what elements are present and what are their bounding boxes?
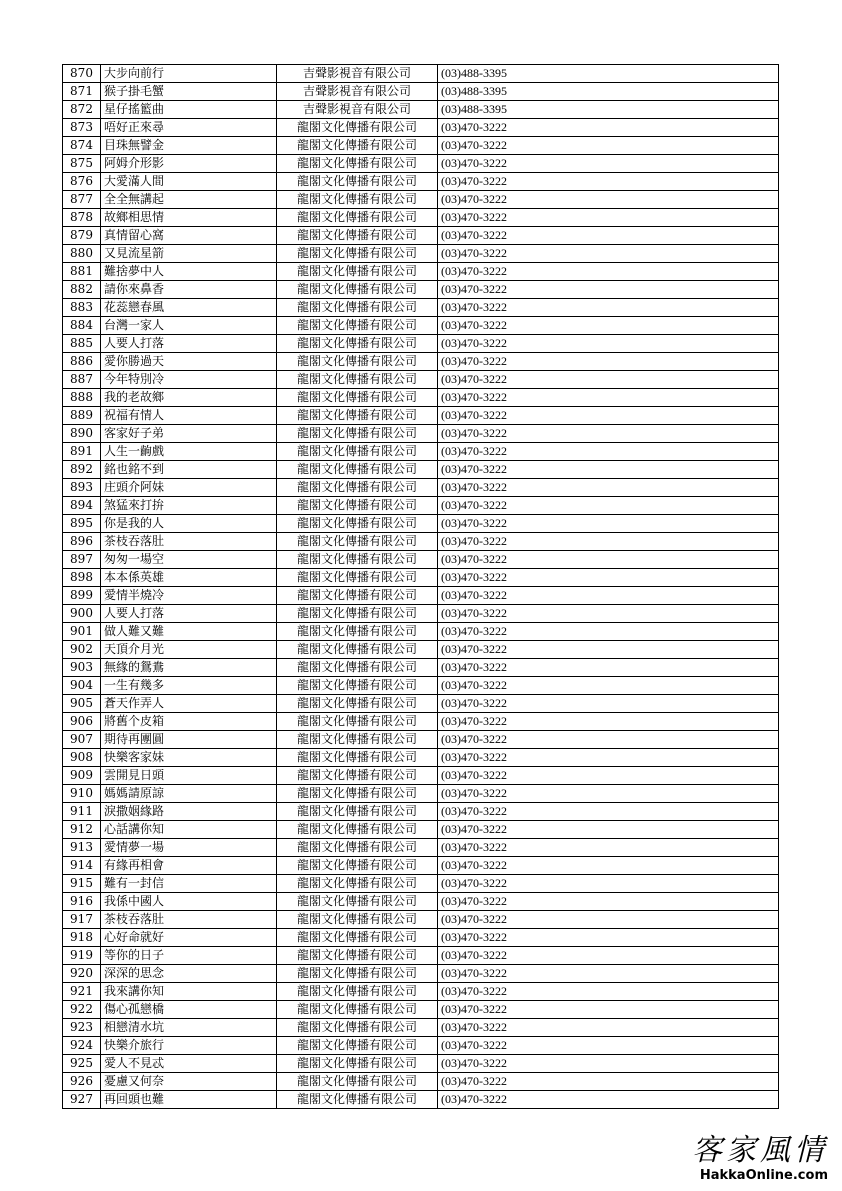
song-title: 難捨夢中人 (101, 263, 277, 281)
row-number: 893 (63, 479, 101, 497)
row-number: 885 (63, 335, 101, 353)
table-row (63, 191, 779, 209)
table-row (63, 299, 779, 317)
song-title: 相戀清水坑 (101, 1019, 277, 1037)
company-name: 龍閣文化傳播有限公司 (277, 173, 438, 191)
table-row (63, 515, 779, 533)
table-row (63, 767, 779, 785)
song-title: 今年特別冷 (101, 371, 277, 389)
song-title: 煞猛來打拚 (101, 497, 277, 515)
song-title: 你是我的人 (101, 515, 277, 533)
phone-number: (03)470-3222 (438, 875, 779, 893)
company-name: 龍閣文化傳播有限公司 (277, 641, 438, 659)
table-row (63, 1001, 779, 1019)
company-name: 龍閣文化傳播有限公司 (277, 857, 438, 875)
row-number: 924 (63, 1037, 101, 1055)
company-name: 龍閣文化傳播有限公司 (277, 1055, 438, 1073)
company-name: 吉聲影視音有限公司 (277, 65, 438, 83)
company-name: 龍閣文化傳播有限公司 (277, 119, 438, 137)
table-row (63, 101, 779, 119)
phone-number: (03)470-3222 (438, 443, 779, 461)
row-number: 905 (63, 695, 101, 713)
song-title: 等你的日子 (101, 947, 277, 965)
phone-number: (03)470-3222 (438, 317, 779, 335)
song-title: 我的老故鄉 (101, 389, 277, 407)
song-title: 快樂客家妹 (101, 749, 277, 767)
song-title: 星仔搖籃曲 (101, 101, 277, 119)
phone-number: (03)470-3222 (438, 641, 779, 659)
song-title: 人要人打落 (101, 605, 277, 623)
company-name: 龍閣文化傳播有限公司 (277, 1073, 438, 1091)
phone-number: (03)470-3222 (438, 803, 779, 821)
table-row (63, 1055, 779, 1073)
company-name: 龍閣文化傳播有限公司 (277, 785, 438, 803)
row-number: 923 (63, 1019, 101, 1037)
company-name: 龍閣文化傳播有限公司 (277, 803, 438, 821)
table-row (63, 281, 779, 299)
phone-number: (03)488-3395 (438, 65, 779, 83)
table-row (63, 443, 779, 461)
catalog-table-body (63, 65, 779, 1109)
phone-number: (03)488-3395 (438, 83, 779, 101)
hakka-logo-text: 客家風情 (692, 1133, 828, 1168)
phone-number: (03)470-3222 (438, 623, 779, 641)
row-number: 901 (63, 623, 101, 641)
row-number: 897 (63, 551, 101, 569)
row-number: 874 (63, 137, 101, 155)
row-number: 913 (63, 839, 101, 857)
phone-number: (03)470-3222 (438, 569, 779, 587)
company-name: 龍閣文化傳播有限公司 (277, 227, 438, 245)
table-row (63, 407, 779, 425)
song-title: 阿姆介形影 (101, 155, 277, 173)
phone-number: (03)470-3222 (438, 281, 779, 299)
table-row (63, 227, 779, 245)
company-name: 龍閣文化傳播有限公司 (277, 281, 438, 299)
song-title: 愛你勝過天 (101, 353, 277, 371)
song-title: 祝福有情人 (101, 407, 277, 425)
table-row (63, 857, 779, 875)
song-title: 天頂介月光 (101, 641, 277, 659)
company-name: 龍閣文化傳播有限公司 (277, 1001, 438, 1019)
phone-number: (03)470-3222 (438, 983, 779, 1001)
phone-number: (03)470-3222 (438, 389, 779, 407)
company-name: 龍閣文化傳播有限公司 (277, 191, 438, 209)
song-title: 台灣一家人 (101, 317, 277, 335)
phone-number: (03)470-3222 (438, 749, 779, 767)
phone-number: (03)470-3222 (438, 857, 779, 875)
song-title: 故鄉相思情 (101, 209, 277, 227)
row-number: 908 (63, 749, 101, 767)
phone-number: (03)470-3222 (438, 227, 779, 245)
song-title: 目珠無譬金 (101, 137, 277, 155)
song-title: 再回頭也難 (101, 1091, 277, 1109)
row-number: 914 (63, 857, 101, 875)
row-number: 888 (63, 389, 101, 407)
phone-number: (03)470-3222 (438, 515, 779, 533)
phone-number: (03)470-3222 (438, 371, 779, 389)
table-row (63, 461, 779, 479)
phone-number: (03)488-3395 (438, 101, 779, 119)
table-row (63, 479, 779, 497)
song-title: 真情留心窩 (101, 227, 277, 245)
row-number: 884 (63, 317, 101, 335)
phone-number: (03)470-3222 (438, 1037, 779, 1055)
table-row (63, 749, 779, 767)
table-row (63, 659, 779, 677)
table-row (63, 1019, 779, 1037)
company-name: 龍閣文化傳播有限公司 (277, 371, 438, 389)
company-name: 龍閣文化傳播有限公司 (277, 983, 438, 1001)
row-number: 883 (63, 299, 101, 317)
company-name: 龍閣文化傳播有限公司 (277, 893, 438, 911)
company-name: 龍閣文化傳播有限公司 (277, 461, 438, 479)
song-title: 深深的思念 (101, 965, 277, 983)
table-row (63, 641, 779, 659)
song-title: 雲開見日頭 (101, 767, 277, 785)
phone-number: (03)470-3222 (438, 263, 779, 281)
phone-number: (03)470-3222 (438, 731, 779, 749)
table-row (63, 65, 779, 83)
row-number: 894 (63, 497, 101, 515)
table-row (63, 623, 779, 641)
phone-number: (03)470-3222 (438, 587, 779, 605)
phone-number: (03)470-3222 (438, 155, 779, 173)
song-title: 心好命就好 (101, 929, 277, 947)
company-name: 龍閣文化傳播有限公司 (277, 821, 438, 839)
row-number: 895 (63, 515, 101, 533)
row-number: 902 (63, 641, 101, 659)
company-name: 龍閣文化傳播有限公司 (277, 947, 438, 965)
row-number: 927 (63, 1091, 101, 1109)
table-row (63, 1091, 779, 1109)
table-row (63, 1073, 779, 1091)
phone-number: (03)470-3222 (438, 1055, 779, 1073)
row-number: 915 (63, 875, 101, 893)
row-number: 919 (63, 947, 101, 965)
company-name: 龍閣文化傳播有限公司 (277, 335, 438, 353)
company-name: 龍閣文化傳播有限公司 (277, 551, 438, 569)
company-name: 龍閣文化傳播有限公司 (277, 515, 438, 533)
song-title: 我來講你知 (101, 983, 277, 1001)
row-number: 881 (63, 263, 101, 281)
row-number: 892 (63, 461, 101, 479)
phone-number: (03)470-3222 (438, 1019, 779, 1037)
company-name: 龍閣文化傳播有限公司 (277, 767, 438, 785)
song-title: 做人難又難 (101, 623, 277, 641)
company-name: 龍閣文化傳播有限公司 (277, 407, 438, 425)
table-row (63, 263, 779, 281)
footer-watermark (692, 1134, 828, 1183)
row-number: 921 (63, 983, 101, 1001)
phone-number: (03)470-3222 (438, 677, 779, 695)
company-name: 龍閣文化傳播有限公司 (277, 155, 438, 173)
company-name: 龍閣文化傳播有限公司 (277, 929, 438, 947)
row-number: 900 (63, 605, 101, 623)
row-number: 906 (63, 713, 101, 731)
phone-number: (03)470-3222 (438, 767, 779, 785)
song-title: 猴子掛毛蟹 (101, 83, 277, 101)
table-row (63, 605, 779, 623)
row-number: 886 (63, 353, 101, 371)
table-row (63, 695, 779, 713)
table-row (63, 1037, 779, 1055)
row-number: 907 (63, 731, 101, 749)
song-title: 全全無講起 (101, 191, 277, 209)
row-number: 909 (63, 767, 101, 785)
phone-number: (03)470-3222 (438, 821, 779, 839)
phone-number: (03)470-3222 (438, 299, 779, 317)
table-row (63, 155, 779, 173)
song-title: 期待再團圓 (101, 731, 277, 749)
company-name: 龍閣文化傳播有限公司 (277, 497, 438, 515)
company-name: 龍閣文化傳播有限公司 (277, 839, 438, 857)
song-title: 客家好子弟 (101, 425, 277, 443)
table-row (63, 335, 779, 353)
company-name: 龍閣文化傳播有限公司 (277, 659, 438, 677)
phone-number: (03)470-3222 (438, 335, 779, 353)
row-number: 887 (63, 371, 101, 389)
table-row (63, 965, 779, 983)
song-title: 有緣再相會 (101, 857, 277, 875)
site-url: HakkaOnline.com (699, 1168, 828, 1183)
table-row (63, 803, 779, 821)
phone-number: (03)470-3222 (438, 911, 779, 929)
company-name: 龍閣文化傳播有限公司 (277, 749, 438, 767)
song-title: 愛情半燒冷 (101, 587, 277, 605)
song-title: 快樂介旅行 (101, 1037, 277, 1055)
row-number: 922 (63, 1001, 101, 1019)
company-name: 龍閣文化傳播有限公司 (277, 731, 438, 749)
row-number: 889 (63, 407, 101, 425)
row-number: 870 (63, 65, 101, 83)
table-row (63, 209, 779, 227)
song-title: 花蕊戀春風 (101, 299, 277, 317)
catalog-table (62, 64, 779, 1109)
phone-number: (03)470-3222 (438, 533, 779, 551)
table-row (63, 911, 779, 929)
row-number: 920 (63, 965, 101, 983)
table-row (63, 821, 779, 839)
phone-number: (03)470-3222 (438, 353, 779, 371)
company-name: 龍閣文化傳播有限公司 (277, 695, 438, 713)
phone-number: (03)470-3222 (438, 551, 779, 569)
table-row (63, 875, 779, 893)
table-row (63, 929, 779, 947)
phone-number: (03)470-3222 (438, 605, 779, 623)
row-number: 911 (63, 803, 101, 821)
table-row (63, 839, 779, 857)
phone-number: (03)470-3222 (438, 1001, 779, 1019)
phone-number: (03)470-3222 (438, 785, 779, 803)
company-name: 吉聲影視音有限公司 (277, 101, 438, 119)
company-name: 龍閣文化傳播有限公司 (277, 605, 438, 623)
table-row (63, 137, 779, 155)
company-name: 龍閣文化傳播有限公司 (277, 911, 438, 929)
song-title: 銘也銘不到 (101, 461, 277, 479)
row-number: 882 (63, 281, 101, 299)
company-name: 龍閣文化傳播有限公司 (277, 569, 438, 587)
table-row (63, 83, 779, 101)
song-title: 人生一齣戲 (101, 443, 277, 461)
phone-number: (03)470-3222 (438, 839, 779, 857)
song-title: 蒼天作弄人 (101, 695, 277, 713)
phone-number: (03)470-3222 (438, 173, 779, 191)
company-name: 龍閣文化傳播有限公司 (277, 425, 438, 443)
phone-number: (03)470-3222 (438, 1073, 779, 1091)
company-name: 龍閣文化傳播有限公司 (277, 299, 438, 317)
table-row (63, 425, 779, 443)
song-title: 請你來鼻香 (101, 281, 277, 299)
row-number: 880 (63, 245, 101, 263)
table-row (63, 245, 779, 263)
phone-number: (03)470-3222 (438, 947, 779, 965)
row-number: 873 (63, 119, 101, 137)
table-row (63, 551, 779, 569)
song-title: 憂慮又何奈 (101, 1073, 277, 1091)
company-name: 龍閣文化傳播有限公司 (277, 1037, 438, 1055)
phone-number: (03)470-3222 (438, 497, 779, 515)
company-name: 龍閣文化傳播有限公司 (277, 317, 438, 335)
song-title: 大愛滿人間 (101, 173, 277, 191)
phone-number: (03)470-3222 (438, 695, 779, 713)
table-row (63, 569, 779, 587)
row-number: 916 (63, 893, 101, 911)
song-title: 無緣的鴛鴦 (101, 659, 277, 677)
song-title: 人要人打落 (101, 335, 277, 353)
company-name: 龍閣文化傳播有限公司 (277, 713, 438, 731)
phone-number: (03)470-3222 (438, 119, 779, 137)
song-title: 媽媽請原諒 (101, 785, 277, 803)
company-name: 吉聲影視音有限公司 (277, 83, 438, 101)
song-title: 將舊个皮箱 (101, 713, 277, 731)
company-name: 龍閣文化傳播有限公司 (277, 245, 438, 263)
table-row (63, 173, 779, 191)
song-title: 大步向前行 (101, 65, 277, 83)
table-row (63, 983, 779, 1001)
table-row (63, 713, 779, 731)
phone-number: (03)470-3222 (438, 461, 779, 479)
company-name: 龍閣文化傳播有限公司 (277, 587, 438, 605)
phone-number: (03)470-3222 (438, 929, 779, 947)
row-number: 925 (63, 1055, 101, 1073)
company-name: 龍閣文化傳播有限公司 (277, 677, 438, 695)
row-number: 878 (63, 209, 101, 227)
table-row (63, 785, 779, 803)
song-title: 本本係英雄 (101, 569, 277, 587)
row-number: 898 (63, 569, 101, 587)
row-number: 871 (63, 83, 101, 101)
song-title: 愛情夢一場 (101, 839, 277, 857)
phone-number: (03)470-3222 (438, 425, 779, 443)
company-name: 龍閣文化傳播有限公司 (277, 389, 438, 407)
row-number: 903 (63, 659, 101, 677)
row-number: 891 (63, 443, 101, 461)
company-name: 龍閣文化傳播有限公司 (277, 1091, 438, 1109)
company-name: 龍閣文化傳播有限公司 (277, 1019, 438, 1037)
table-row (63, 587, 779, 605)
company-name: 龍閣文化傳播有限公司 (277, 209, 438, 227)
company-name: 龍閣文化傳播有限公司 (277, 263, 438, 281)
table-row (63, 677, 779, 695)
song-title: 茶枝吞落肚 (101, 533, 277, 551)
table-row (63, 947, 779, 965)
company-name: 龍閣文化傳播有限公司 (277, 875, 438, 893)
phone-number: (03)470-3222 (438, 137, 779, 155)
song-title: 匆匆一場空 (101, 551, 277, 569)
company-name: 龍閣文化傳播有限公司 (277, 353, 438, 371)
song-title: 一生有幾多 (101, 677, 277, 695)
row-number: 912 (63, 821, 101, 839)
table-row (63, 731, 779, 749)
song-title: 又見流星箭 (101, 245, 277, 263)
company-name: 龍閣文化傳播有限公司 (277, 965, 438, 983)
row-number: 918 (63, 929, 101, 947)
row-number: 917 (63, 911, 101, 929)
song-title: 唔好正來尋 (101, 119, 277, 137)
company-name: 龍閣文化傳播有限公司 (277, 623, 438, 641)
song-title: 難有一封信 (101, 875, 277, 893)
row-number: 872 (63, 101, 101, 119)
row-number: 879 (63, 227, 101, 245)
row-number: 926 (63, 1073, 101, 1091)
row-number: 876 (63, 173, 101, 191)
row-number: 896 (63, 533, 101, 551)
table-row (63, 119, 779, 137)
song-title: 淚撒姻緣路 (101, 803, 277, 821)
song-title: 我係中國人 (101, 893, 277, 911)
company-name: 龍閣文化傳播有限公司 (277, 443, 438, 461)
row-number: 899 (63, 587, 101, 605)
phone-number: (03)470-3222 (438, 713, 779, 731)
song-title: 心話講你知 (101, 821, 277, 839)
song-title: 愛人不見忒 (101, 1055, 277, 1073)
row-number: 877 (63, 191, 101, 209)
phone-number: (03)470-3222 (438, 191, 779, 209)
company-name: 龍閣文化傳播有限公司 (277, 533, 438, 551)
company-name: 龍閣文化傳播有限公司 (277, 479, 438, 497)
song-title: 傷心孤戀橋 (101, 1001, 277, 1019)
phone-number: (03)470-3222 (438, 893, 779, 911)
table-row (63, 497, 779, 515)
table-row (63, 893, 779, 911)
phone-number: (03)470-3222 (438, 1091, 779, 1109)
phone-number: (03)470-3222 (438, 407, 779, 425)
phone-number: (03)470-3222 (438, 965, 779, 983)
row-number: 875 (63, 155, 101, 173)
phone-number: (03)470-3222 (438, 659, 779, 677)
table-row (63, 371, 779, 389)
row-number: 890 (63, 425, 101, 443)
song-title: 茶枝吞落肚 (101, 911, 277, 929)
song-title: 庄頭介阿妹 (101, 479, 277, 497)
table-row (63, 533, 779, 551)
phone-number: (03)470-3222 (438, 479, 779, 497)
row-number: 904 (63, 677, 101, 695)
table-row (63, 317, 779, 335)
company-name: 龍閣文化傳播有限公司 (277, 137, 438, 155)
table-row (63, 353, 779, 371)
row-number: 910 (63, 785, 101, 803)
table-row (63, 389, 779, 407)
phone-number: (03)470-3222 (438, 245, 779, 263)
phone-number: (03)470-3222 (438, 209, 779, 227)
